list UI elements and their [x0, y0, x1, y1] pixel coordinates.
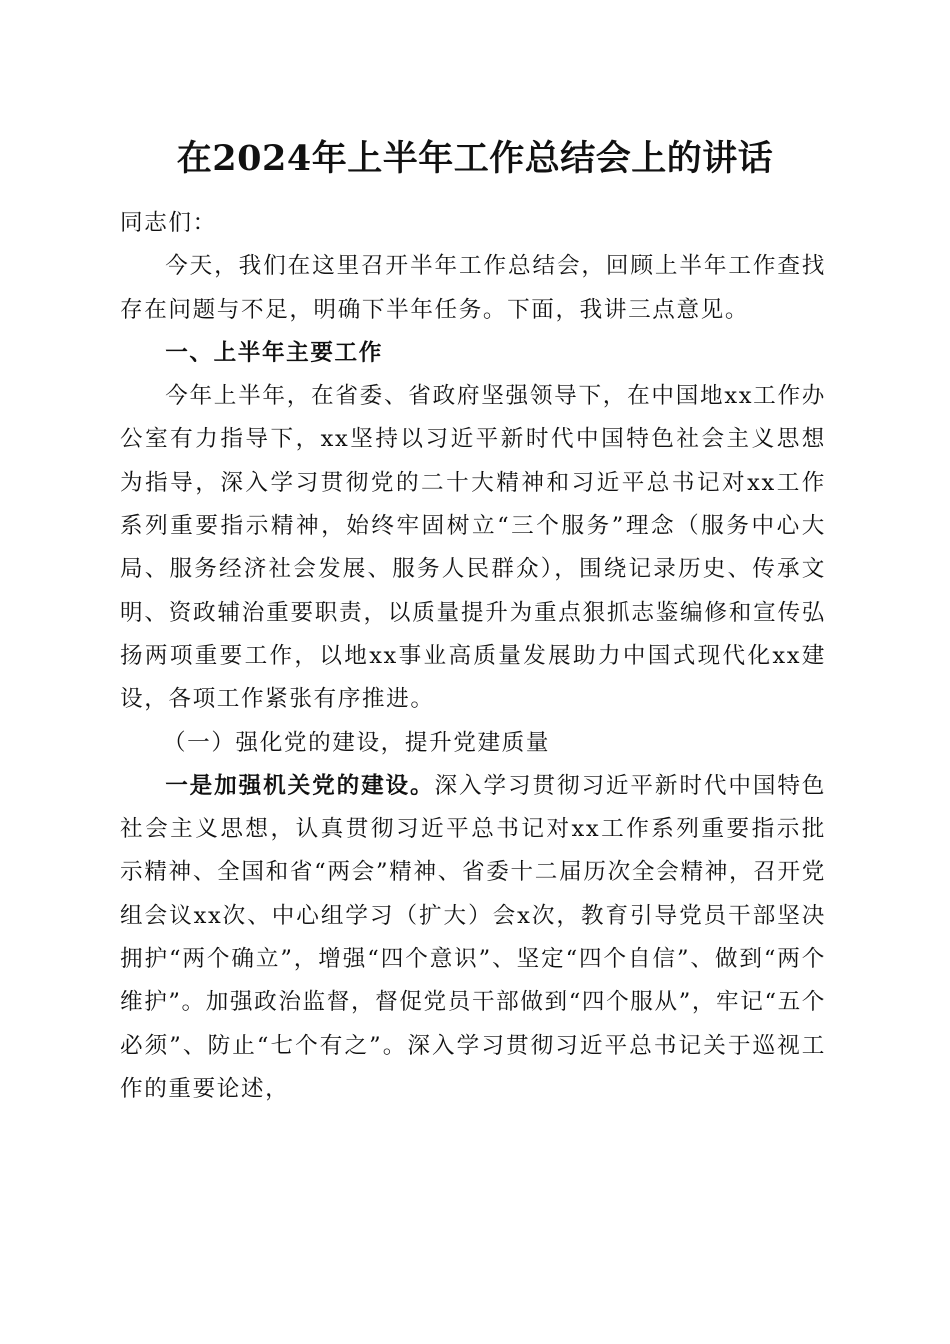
intro-paragraph: 今天，我们在这里召开半年工作总结会，回顾上半年工作查找存在问题与不足，明确下半年任务。下面，我讲三点意见。 — [120, 253, 826, 323]
document-title: 在2024年上半年工作总结会上的讲话 — [176, 138, 774, 179]
salutation: 同志们： — [120, 210, 217, 236]
point-body: 深入学习贯彻习近平新时代中国特色社会主义思想，认真贯彻习近平总书记对xx工作系列重要指示批示精神、全国和省“两会”精神、省委十二届历次全会精神，召开党组会议xx次、中心组学习（扩大）会x次，教育引导党员干部坚决拥护“两个确立”，增强“四个意识”、坚定“四个自信”、做到“两个维护”。加强政治监督，督促党员干部做到“四个服从”，牢记“五个必须”、防止“七个有之”。深入学习贯彻习近平总书记关于巡视工作的重要论述， — [120, 772, 826, 1102]
point-paragraph — [120, 765, 826, 1111]
section-heading: 一、上半年主要工作 — [165, 339, 383, 366]
document-body — [120, 202, 826, 1111]
subsection-heading: （一）强化党的建设，提升党建质量 — [162, 729, 551, 756]
point-lead: 一是加强机关党的建设。 — [165, 772, 435, 799]
section-paragraph: 今年上半年，在省委、省政府坚强领导下，在中国地xx工作办公室有力指导下，xx坚持以习近平新时代中国特色社会主义思想为指导，深入学习贯彻党的二十大精神和习近平总书记对xx工作系列重要指示精神，始终牢固树立“三个服务”理念（服务中心大局、服务经济社会发展、服务人民群众），围绕记录历史、传承文明、资政辅治重要职责，以质量提升为重点狠抓志鉴编修和宣传弘扬两项重要工作，以地xx事业高质量发展助力中国式现代化xx建设，各项工作紧张有序推进。 — [120, 383, 826, 713]
